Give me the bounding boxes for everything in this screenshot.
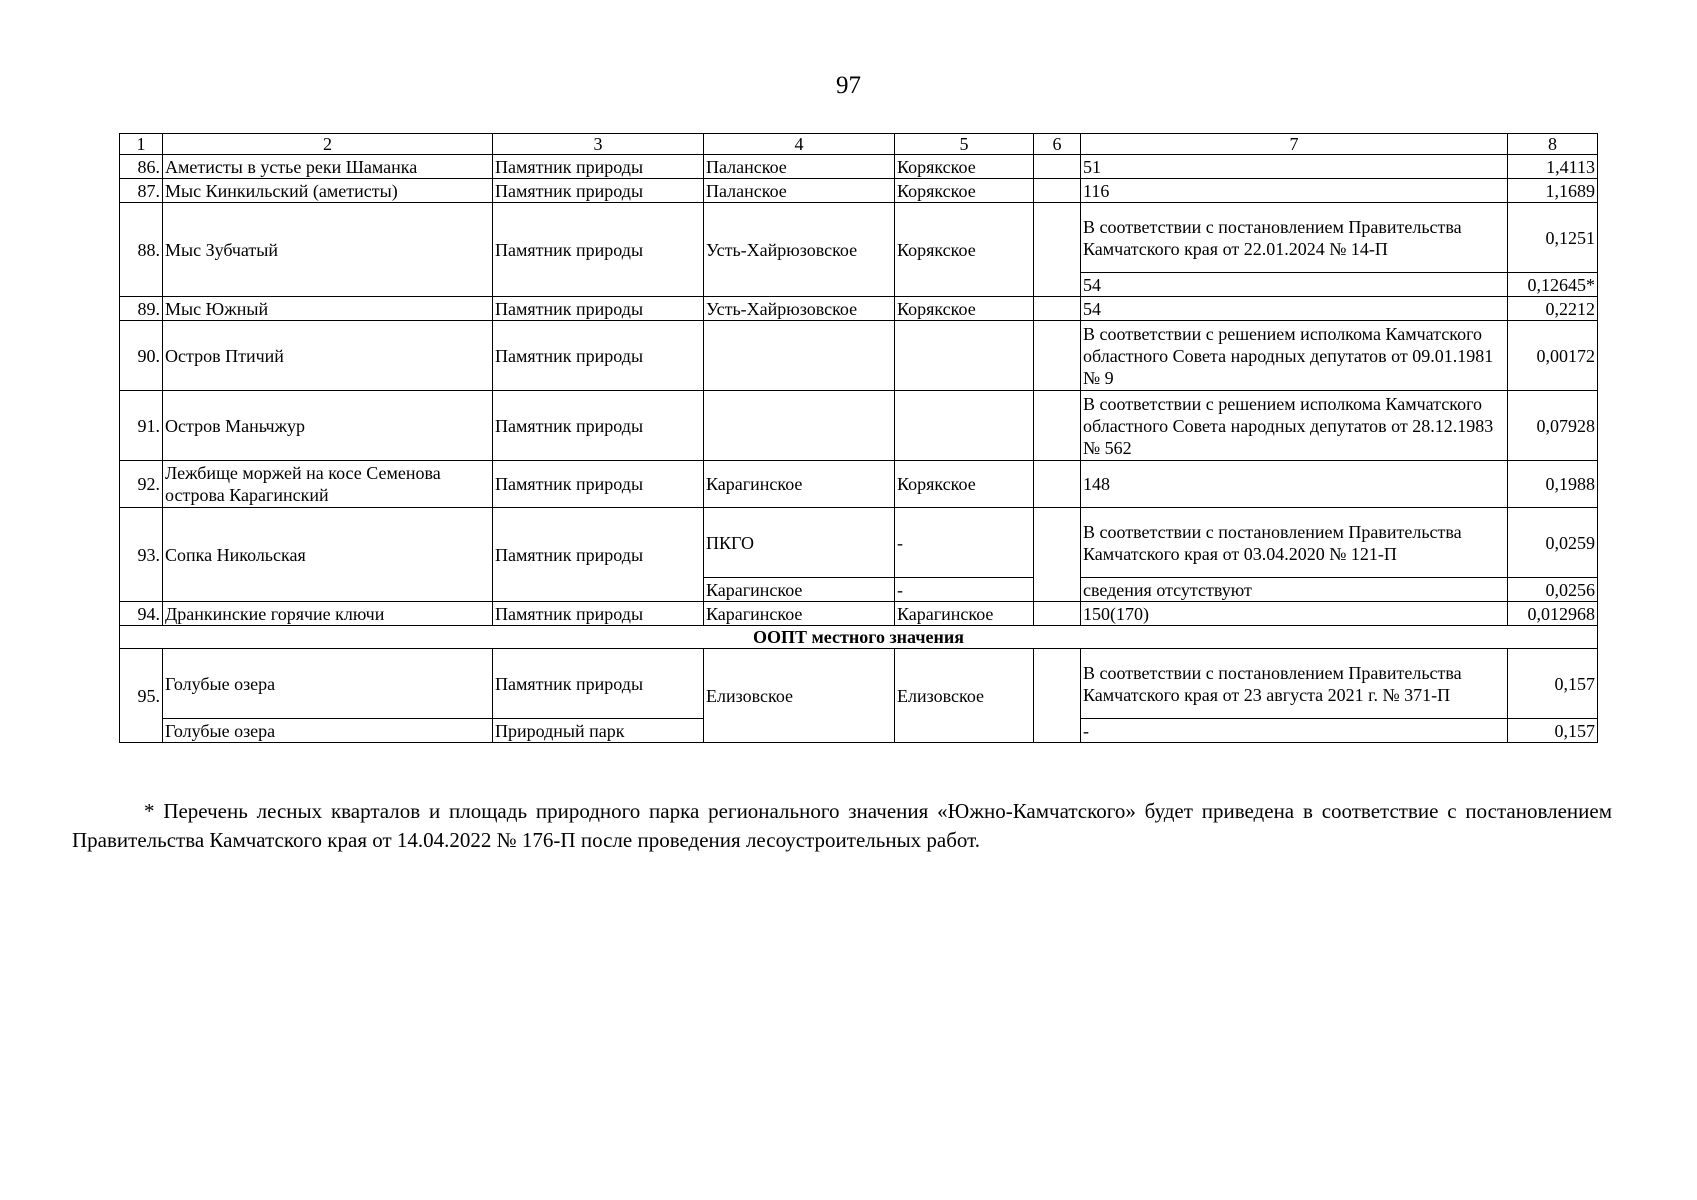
forestry-cell: ПКГО [704, 508, 895, 578]
object-name: Дранкинские горячие ключи [163, 602, 493, 626]
table-row [120, 203, 1598, 273]
row-number: 87. [120, 179, 163, 203]
quarters-cell: 148 [1081, 461, 1508, 508]
table-header-row [120, 134, 1598, 155]
object-category: Памятник природы [493, 602, 704, 626]
forestry-district-cell: - [895, 508, 1034, 578]
section-header-row [120, 626, 1598, 649]
area-cell: 1,4113 [1508, 155, 1598, 179]
object-category: Памятник природы [493, 508, 704, 602]
column-header: 6 [1034, 134, 1081, 155]
object-name: Остров Птичий [163, 321, 493, 391]
object-name: Мыс Зубчатый [163, 203, 493, 297]
row-number: 94. [120, 602, 163, 626]
column-header: 5 [895, 134, 1034, 155]
quarters-cell: - [1081, 719, 1508, 743]
forestry-cell: Усть-Хайрюзовское [704, 203, 895, 297]
object-name: Голубые озера [163, 649, 493, 719]
table-row [120, 297, 1598, 321]
column-header: 1 [120, 134, 163, 155]
object-name: Сопка Никольская [163, 508, 493, 602]
forestry-cell: Паланское [704, 179, 895, 203]
forestry-cell: Паланское [704, 155, 895, 179]
table-row [120, 179, 1598, 203]
area-cell: 0,2212 [1508, 297, 1598, 321]
forestry-district-cell: Корякское [895, 297, 1034, 321]
object-category: Природный парк [493, 719, 704, 743]
object-category: Памятник природы [493, 179, 704, 203]
quarters-cell: 54 [1081, 297, 1508, 321]
object-name: Лежбище моржей на косе Семенова острова Карагинский [163, 461, 493, 508]
column-header: 2 [163, 134, 493, 155]
object-name: Аметисты в устье реки Шаманка [163, 155, 493, 179]
object-name: Мыс Кинкильский (аметисты) [163, 179, 493, 203]
object-category: Памятник природы [493, 391, 704, 461]
forestry-cell [704, 391, 895, 461]
table-row [120, 602, 1598, 626]
forestry-district-cell: Корякское [895, 179, 1034, 203]
forestry-cell: Елизовское [704, 649, 895, 743]
row-number: 93. [120, 508, 163, 602]
quarters-cell: В соответствии с постановлением Правительства Камчатского края от 03.04.2020 № 121-П [1081, 508, 1508, 578]
column-6-cell [1034, 649, 1081, 743]
table-row [120, 155, 1598, 179]
quarters-cell: 150(170) [1081, 602, 1508, 626]
forestry-district-cell [895, 391, 1034, 461]
quarters-cell: В соответствии с постановлением Правительства Камчатского края от 23 августа 2021 г. № 371-П [1081, 649, 1508, 719]
column-6-cell [1034, 602, 1081, 626]
area-cell: 1,1689 [1508, 179, 1598, 203]
column-6-cell [1034, 391, 1081, 461]
area-cell: 0,1988 [1508, 461, 1598, 508]
forestry-district-cell: Елизовское [895, 649, 1034, 743]
forestry-district-cell: - [895, 578, 1034, 602]
table-row [120, 508, 1598, 578]
table-row [120, 461, 1598, 508]
row-number: 90. [120, 321, 163, 391]
area-cell: 0,07928 [1508, 391, 1598, 461]
forestry-cell [704, 321, 895, 391]
object-name: Голубые озера [163, 719, 493, 743]
row-number: 86. [120, 155, 163, 179]
table-row [120, 649, 1598, 719]
forestry-district-cell: Корякское [895, 203, 1034, 297]
object-category: Памятник природы [493, 649, 704, 719]
row-number: 95. [120, 649, 163, 743]
quarters-cell: 116 [1081, 179, 1508, 203]
object-name: Остров Маньчжур [163, 391, 493, 461]
column-6-cell [1034, 297, 1081, 321]
area-cell: 0,00172 [1508, 321, 1598, 391]
row-number: 92. [120, 461, 163, 508]
forestry-cell: Усть-Хайрюзовское [704, 297, 895, 321]
area-cell: 0,1251 [1508, 203, 1598, 273]
quarters-cell: В соответствии с решением исполкома Камчатского областного Совета народных депутатов от 28.12.1983 № 562 [1081, 391, 1508, 461]
column-6-cell [1034, 155, 1081, 179]
row-number: 91. [120, 391, 163, 461]
column-6-cell [1034, 321, 1081, 391]
area-cell: 0,0259 [1508, 508, 1598, 578]
quarters-cell: 51 [1081, 155, 1508, 179]
quarters-cell: сведения отсутствуют [1081, 578, 1508, 602]
object-category: Памятник природы [493, 461, 704, 508]
protected-areas-table [119, 133, 1598, 743]
table-row [120, 321, 1598, 391]
column-6-cell [1034, 461, 1081, 508]
forestry-district-cell: Корякское [895, 155, 1034, 179]
column-header: 8 [1508, 134, 1598, 155]
column-6-cell [1034, 203, 1081, 297]
column-header: 4 [704, 134, 895, 155]
object-category: Памятник природы [493, 297, 704, 321]
area-cell: 0,12645* [1508, 273, 1598, 297]
object-category: Памятник природы [493, 203, 704, 297]
column-6-cell [1034, 179, 1081, 203]
forestry-cell: Карагинское [704, 602, 895, 626]
area-cell: 0,157 [1508, 649, 1598, 719]
forestry-cell: Карагинское [704, 461, 895, 508]
quarters-cell: В соответствии с решением исполкома Камчатского областного Совета народных депутатов от 09.01.1981 № 9 [1081, 321, 1508, 391]
section-title: ООПТ местного значения [120, 626, 1598, 649]
area-cell: 0,0256 [1508, 578, 1598, 602]
quarters-cell: 54 [1081, 273, 1508, 297]
object-category: Памятник природы [493, 155, 704, 179]
column-6-cell [1034, 508, 1081, 602]
column-header: 3 [493, 134, 704, 155]
table-row [120, 391, 1598, 461]
page-number: 97 [836, 72, 861, 99]
forestry-district-cell: Карагинское [895, 602, 1034, 626]
area-cell: 0,012968 [1508, 602, 1598, 626]
forestry-cell: Карагинское [704, 578, 895, 602]
column-header: 7 [1081, 134, 1508, 155]
forestry-district-cell: Корякское [895, 461, 1034, 508]
quarters-cell: В соответствии с постановлением Правительства Камчатского края от 22.01.2024 № 14-П [1081, 203, 1508, 273]
row-number: 89. [120, 297, 163, 321]
row-number: 88. [120, 203, 163, 297]
footnote: * Перечень лесных кварталов и площадь природного парка регионального значения «Южно-Камчатского» будет приведена в соответствие с постановлением Правительства Камчатского края от 14.04.2022 № 176-П после проведения лесоустроительных работ. [72, 799, 1612, 852]
area-cell: 0,157 [1508, 719, 1598, 743]
forestry-district-cell [895, 321, 1034, 391]
object-category: Памятник природы [493, 321, 704, 391]
object-name: Мыс Южный [163, 297, 493, 321]
